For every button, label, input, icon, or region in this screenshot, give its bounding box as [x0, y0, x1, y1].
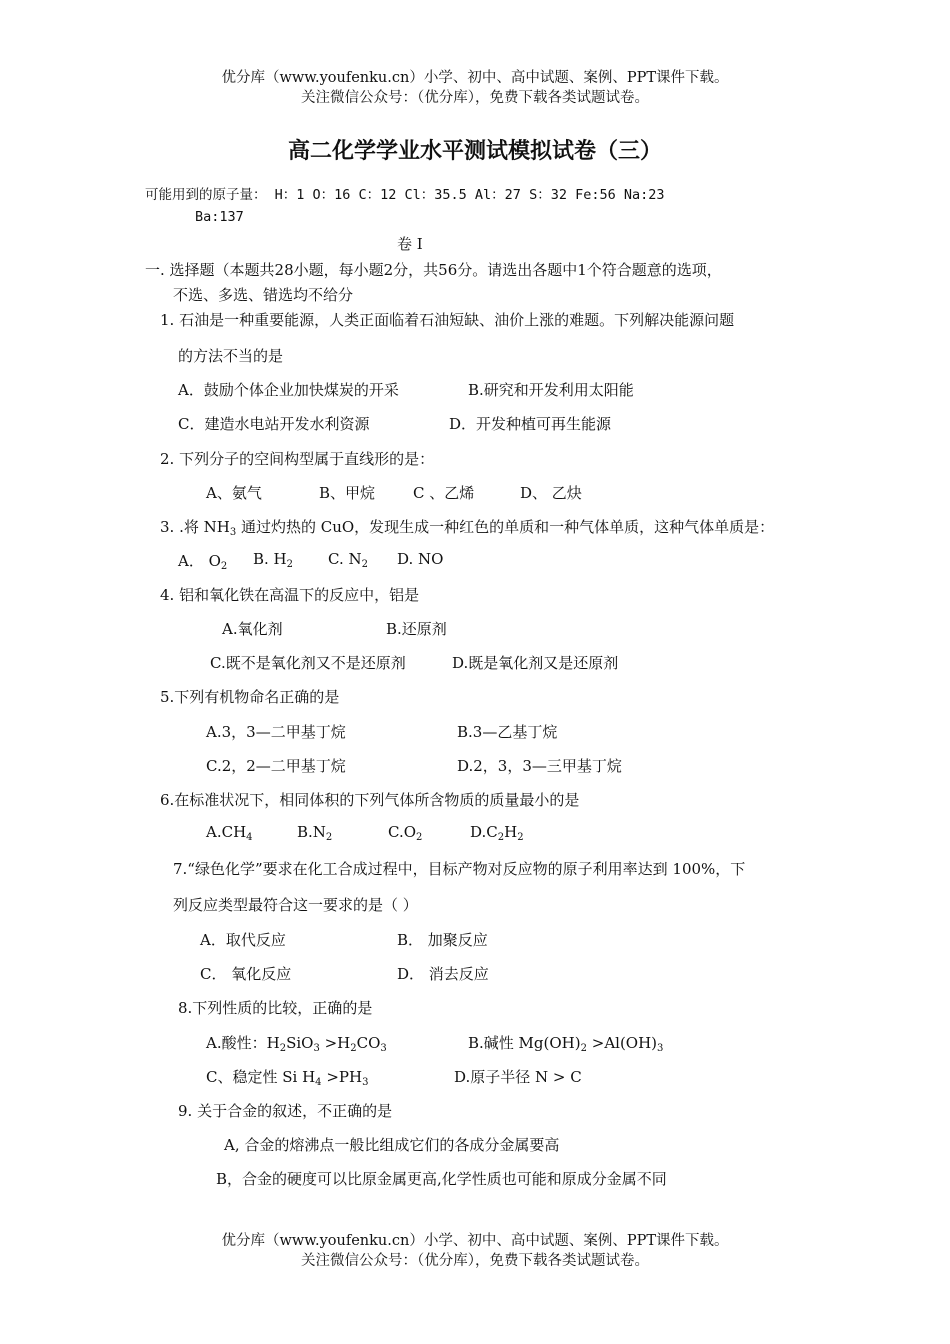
q7-option-a: A．取代反应 [200, 931, 286, 949]
section-heading-line-1: 一. 选择题（本题共28小题，每小题2分，共56分。请选出各题中1个符合题意的选项， [145, 261, 722, 279]
q9-stem: 9. 关于合金的叙述，不正确的是 [178, 1102, 393, 1120]
q1-option-a: A．鼓励个体企业加快煤炭的开采 [178, 381, 399, 399]
q5-stem: 5.下列有机物命名正确的是 [160, 688, 340, 706]
q2-option-c: C 、乙烯 [413, 484, 475, 502]
footer-line-1: 优分库（www.youfenku.cn）小学、初中、高中试题、案例、PPT课件下载。 [221, 1233, 729, 1249]
q5-option-d: D.2，3，3—三甲基丁烷 [457, 757, 622, 775]
q6-option-d: $D.C_2H_2$ [470, 823, 524, 843]
q9-option-a: A, 合金的熔沸点一般比组成它们的各成分金属要高 [224, 1136, 560, 1154]
q8-option-c: C、稳定性 Si $H_4 >PH_3$ [206, 1068, 369, 1088]
q1-stem-line-2: 的方法不当的是 [178, 347, 284, 365]
header-line-2: 关注微信公众号：（优分库），免费下载各类试题试卷。 [301, 90, 649, 106]
q1-option-d: D．开发种植可再生能源 [449, 415, 612, 433]
q7-stem-line-1: 7.“绿色化学”要求在化工合成过程中，目标产物对反应物的原子利用率达到 100%，下 [173, 860, 746, 878]
q6-stem: 6.在标准状况下，相同体积的下列气体所含物质的质量最小的是 [160, 791, 580, 809]
q2-option-d: D、 乙炔 [520, 484, 582, 502]
q4-stem: 4. 铝和氧化铁在高温下的反应中，铝是 [160, 586, 420, 604]
q1-stem-line-1: 1. 石油是一种重要能源，人类正面临着石油短缺、油价上涨的难题。下列解决能源问题 [160, 311, 735, 329]
atomic-masses-line-1: 可能用到的原子量： H：1 O：16 C：12 Cl：35.5 Al：27 S：32 Fe:56 Na:23 [145, 187, 665, 203]
q8-stem: 8.下列性质的比较，正确的是 [178, 999, 373, 1017]
q2-option-a: A、氨气 [206, 484, 262, 502]
q4-option-b: B.还原剂 [386, 620, 447, 638]
q5-option-c: C.2，2—二甲基丁烷 [206, 757, 346, 775]
q7-option-b: B． 加聚反应 [397, 931, 488, 949]
q9-option-b: B，合金的硬度可以比原金属更高,化学性质也可能和原成分金属不同 [216, 1170, 667, 1188]
q6-option-b: $B.N_2$ [297, 823, 333, 843]
q3-option-d: D. NO [397, 550, 444, 568]
header-line-1: 优分库（www.youfenku.cn）小学、初中、高中试题、案例、PPT课件下载。 [221, 70, 729, 86]
q6-option-a: $A.CH_4$ [206, 823, 253, 843]
q4-option-a: A.氧化剂 [222, 620, 283, 638]
q8-option-a: A.酸性：$H_2SiO_3 >H_2CO_3$ [206, 1034, 387, 1054]
q6-option-c: $C.O_2$ [388, 823, 423, 843]
q1-option-c: C．建造水电站开发水利资源 [178, 415, 370, 433]
q4-option-d: D.既是氧化剂又是还原剂 [452, 654, 619, 672]
q3-option-c: C. $N_2$ [328, 550, 368, 570]
q8-option-d: D.原子半径 N > C [454, 1068, 582, 1086]
q4-option-c: C.既不是氧化剂又不是还原剂 [210, 654, 406, 672]
section-heading-line-2: 不选、多选、错选均不给分 [173, 286, 354, 304]
page-title: 高二化学学业水平测试模拟试卷（三） [287, 138, 662, 164]
q7-option-d: D． 消去反应 [397, 965, 489, 983]
atomic-masses-line-2: Ba:137 [195, 209, 244, 225]
q3-option-a: A． $O_2$ [178, 552, 228, 572]
q2-stem: 2. 下列分子的空间构型属于直线形的是： [160, 450, 435, 468]
q7-stem-line-2: 列反应类型最符合这一要求的是（ ） [173, 896, 418, 914]
volume-label: 卷 Ⅰ [397, 235, 423, 253]
q5-option-b: B.3—乙基丁烷 [457, 723, 558, 741]
q1-option-b: B.研究和开发利用太阳能 [468, 381, 634, 399]
q8-option-b: B.碱性 $Mg(OH)_2 >Al(OH)_3$ [468, 1034, 664, 1054]
footer-line-2: 关注微信公众号：（优分库），免费下载各类试题试卷。 [301, 1253, 649, 1269]
q3-stem: 3. .将 $NH_3$ 通过灼热的 CuO，发现生成一种红色的单质和一种气体单质，这种气体单质是： [160, 518, 775, 538]
q3-option-b: B. $H_2$ [253, 550, 294, 570]
q2-option-b: B、甲烷 [319, 484, 376, 502]
q5-option-a: A.3，3—二甲基丁烷 [206, 723, 346, 741]
q7-option-c: C． 氧化反应 [200, 965, 292, 983]
